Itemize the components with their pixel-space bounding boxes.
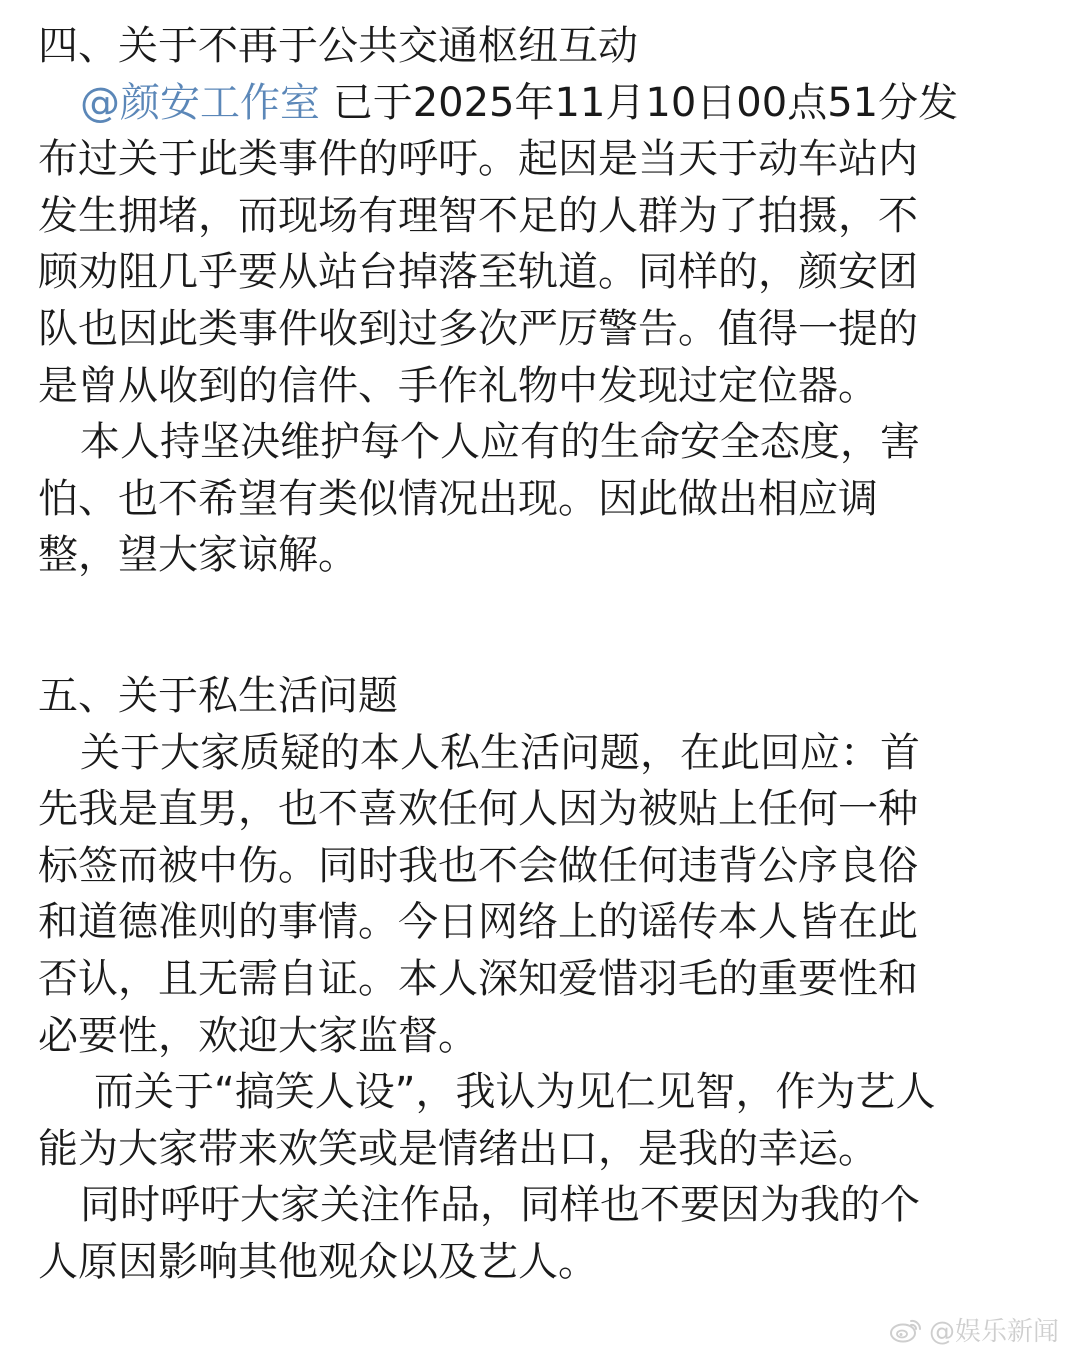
- watermark-text: @娱乐新闻: [928, 1317, 1059, 1347]
- section-4-line-1: [38, 75, 1038, 132]
- section-5-line-6: 必要性，欢迎大家监督。: [38, 1012, 478, 1059]
- section-5-line-2: 先我是直男，也不喜欢任何人因为被贴上任何一种: [38, 786, 918, 833]
- weibo-logo-icon: [889, 1316, 923, 1344]
- section-5-line-1: 关于大家质疑的本人私生活问题，在此回应：首: [80, 729, 920, 776]
- weibo-watermark: [889, 1311, 1059, 1348]
- studio-mention-link[interactable]: @颜安工作室: [80, 79, 320, 126]
- section-spacer: [38, 584, 1038, 668]
- section-5-line-3: 标签而被中伤。同时我也不会做任何违背公序良俗: [38, 842, 918, 889]
- section-4-line-6: 是曾从收到的信件、手作礼物中发现过定位器。: [38, 362, 878, 409]
- section-4-line-2: 布过关于此类事件的呼吁。起因是当天于动车站内: [38, 136, 918, 183]
- section-4-line-8: 怕、也不希望有类似情况出现。因此做出相应调: [38, 475, 878, 522]
- statement-document: [38, 18, 1038, 1290]
- section-5-heading: 五、关于私生活问题: [38, 672, 398, 719]
- section-5-line-4: 和道德准则的事情。今日网络上的谣传本人皆在此: [38, 899, 918, 946]
- section-5-line-10: 人原因影响其他观众以及艺人。: [38, 1238, 598, 1285]
- section-4-line-3: 发生拥堵，而现场有理智不足的人群为了拍摄，不: [38, 192, 918, 239]
- section-5-line-7: 而关于“搞笑人设”，我认为见仁见智，作为艺人: [94, 1069, 936, 1116]
- section-4-line-1-text: 已于2025年11月10日00点51分发: [320, 79, 959, 126]
- section-5-line-5: 否认，且无需自证。本人深知爱惜羽毛的重要性和: [38, 955, 918, 1002]
- section-4-heading: 四、关于不再于公共交通枢纽互动: [38, 23, 638, 69]
- section-5-line-8: 能为大家带来欢笑或是情绪出口，是我的幸运。: [38, 1125, 878, 1172]
- section-4-line-5: 队也因此类事件收到过多次严厉警告。值得一提的: [38, 305, 918, 352]
- section-4-line-4: 顾劝阻几乎要从站台掉落至轨道。同样的，颜安团: [38, 249, 918, 296]
- section-4-line-9: 整，望大家谅解。: [38, 532, 358, 579]
- section-5-line-9: 同时呼吁大家关注作品，同样也不要因为我的个: [80, 1182, 920, 1229]
- section-4-line-7: 本人持坚决维护每个人应有的生命安全态度，害: [80, 419, 920, 466]
